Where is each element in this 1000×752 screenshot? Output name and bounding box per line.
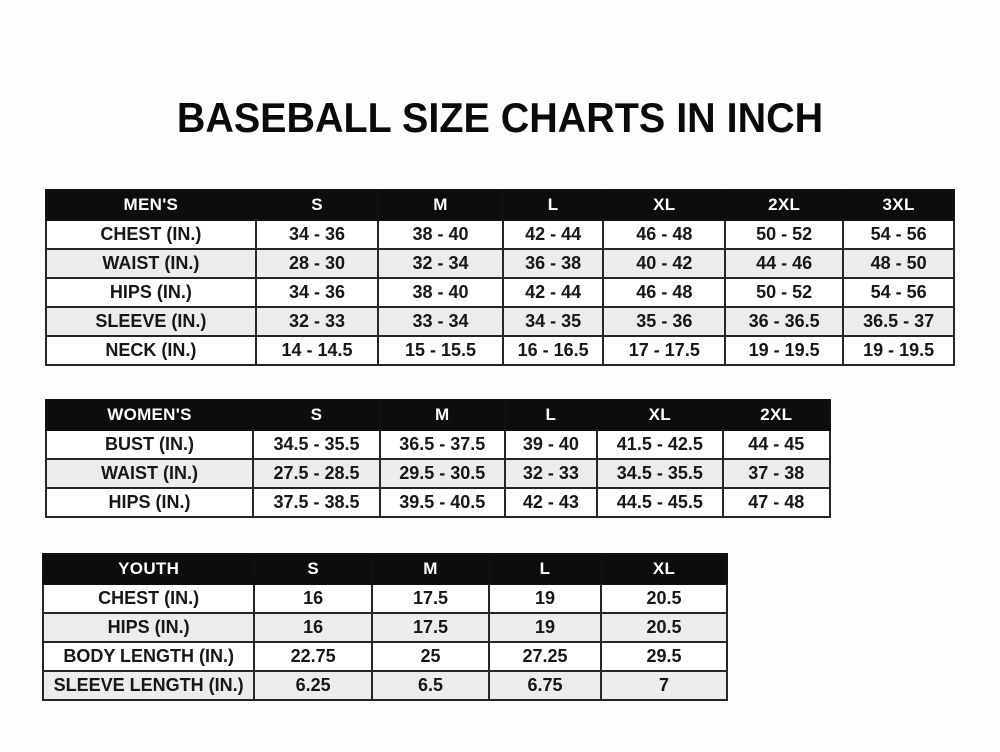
mens-size-table: [45, 189, 955, 366]
size-value-cell: 16 - 16.5: [503, 336, 604, 365]
size-value-cell: 17.5: [372, 584, 489, 613]
measurement-label: CHEST (IN.): [43, 584, 254, 613]
youth-size-table: [42, 553, 728, 701]
womens-size-table: [45, 399, 831, 518]
size-value-cell: 42 - 44: [503, 278, 604, 307]
size-value-cell: 44 - 45: [723, 430, 830, 459]
size-value-cell: 17 - 17.5: [603, 336, 725, 365]
header-row: [46, 190, 954, 220]
size-value-cell: 6.25: [254, 671, 372, 700]
size-column-header: S: [254, 554, 372, 584]
size-value-cell: 19: [489, 584, 601, 613]
size-value-cell: 16: [254, 613, 372, 642]
womens-size-table-section: [45, 399, 831, 518]
table-row: [43, 584, 727, 613]
table-row: [46, 307, 954, 336]
table-row: [46, 278, 954, 307]
size-value-cell: 32 - 33: [505, 459, 598, 488]
womens-table-title: WOMEN'S: [46, 400, 253, 430]
size-column-header: M: [378, 190, 502, 220]
size-value-cell: 44.5 - 45.5: [597, 488, 722, 517]
size-value-cell: 34 - 36: [256, 220, 379, 249]
size-column-header: S: [256, 190, 379, 220]
size-value-cell: 16: [254, 584, 372, 613]
size-value-cell: 50 - 52: [725, 278, 843, 307]
size-value-cell: 34.5 - 35.5: [597, 459, 722, 488]
size-value-cell: 19 - 19.5: [843, 336, 954, 365]
size-column-header: S: [253, 400, 380, 430]
measurement-label: NECK (IN.): [46, 336, 256, 365]
table-row: [43, 642, 727, 671]
table-row: [46, 249, 954, 278]
size-value-cell: 19 - 19.5: [725, 336, 843, 365]
measurement-label: HIPS (IN.): [46, 278, 256, 307]
measurement-label: BODY LENGTH (IN.): [43, 642, 254, 671]
size-value-cell: 27.5 - 28.5: [253, 459, 380, 488]
measurement-label: HIPS (IN.): [43, 613, 254, 642]
size-value-cell: 20.5: [601, 584, 727, 613]
size-value-cell: 41.5 - 42.5: [597, 430, 722, 459]
size-column-header: 2XL: [725, 190, 843, 220]
measurement-label: CHEST (IN.): [46, 220, 256, 249]
table-row: [46, 336, 954, 365]
size-value-cell: 37.5 - 38.5: [253, 488, 380, 517]
size-value-cell: 27.25: [489, 642, 601, 671]
size-value-cell: 34 - 36: [256, 278, 379, 307]
size-value-cell: 22.75: [254, 642, 372, 671]
size-value-cell: 34 - 35: [503, 307, 604, 336]
youth-size-table-section: [42, 553, 728, 701]
size-value-cell: 14 - 14.5: [256, 336, 379, 365]
size-value-cell: 46 - 48: [603, 220, 725, 249]
size-column-header: XL: [603, 190, 725, 220]
measurement-label: BUST (IN.): [46, 430, 253, 459]
size-value-cell: 29.5: [601, 642, 727, 671]
size-value-cell: 36.5 - 37.5: [380, 430, 505, 459]
size-column-header: M: [372, 554, 489, 584]
header-row: [46, 400, 830, 430]
size-value-cell: 54 - 56: [843, 278, 954, 307]
measurement-label: SLEEVE (IN.): [46, 307, 256, 336]
measurement-label: WAIST (IN.): [46, 459, 253, 488]
size-value-cell: 25: [372, 642, 489, 671]
header-row: [43, 554, 727, 584]
size-value-cell: 32 - 33: [256, 307, 379, 336]
size-value-cell: 34.5 - 35.5: [253, 430, 380, 459]
measurement-label: SLEEVE LENGTH (IN.): [43, 671, 254, 700]
size-column-header: 2XL: [723, 400, 830, 430]
size-column-header: M: [380, 400, 505, 430]
size-value-cell: 36 - 38: [503, 249, 604, 278]
size-value-cell: 6.75: [489, 671, 601, 700]
size-value-cell: 44 - 46: [725, 249, 843, 278]
size-value-cell: 35 - 36: [603, 307, 725, 336]
size-value-cell: 20.5: [601, 613, 727, 642]
size-value-cell: 40 - 42: [603, 249, 725, 278]
size-column-header: L: [503, 190, 604, 220]
size-column-header: XL: [601, 554, 727, 584]
table-row: [46, 220, 954, 249]
size-value-cell: 15 - 15.5: [378, 336, 502, 365]
size-column-header: L: [505, 400, 598, 430]
size-value-cell: 29.5 - 30.5: [380, 459, 505, 488]
measurement-label: WAIST (IN.): [46, 249, 256, 278]
size-value-cell: 42 - 44: [503, 220, 604, 249]
size-value-cell: 28 - 30: [256, 249, 379, 278]
size-value-cell: 54 - 56: [843, 220, 954, 249]
size-value-cell: 46 - 48: [603, 278, 725, 307]
size-value-cell: 50 - 52: [725, 220, 843, 249]
size-value-cell: 7: [601, 671, 727, 700]
size-value-cell: 19: [489, 613, 601, 642]
size-column-header: L: [489, 554, 601, 584]
size-column-header: XL: [597, 400, 722, 430]
size-value-cell: 39 - 40: [505, 430, 598, 459]
table-row: [46, 488, 830, 517]
size-value-cell: 48 - 50: [843, 249, 954, 278]
table-row: [46, 459, 830, 488]
size-value-cell: 33 - 34: [378, 307, 502, 336]
size-value-cell: 38 - 40: [378, 278, 502, 307]
size-value-cell: 6.5: [372, 671, 489, 700]
size-value-cell: 42 - 43: [505, 488, 598, 517]
size-value-cell: 38 - 40: [378, 220, 502, 249]
table-row: [46, 430, 830, 459]
table-row: [43, 613, 727, 642]
size-value-cell: 39.5 - 40.5: [380, 488, 505, 517]
size-value-cell: 17.5: [372, 613, 489, 642]
page-title: BASEBALL SIZE CHARTS IN INCH: [176, 94, 824, 142]
youth-table-title: YOUTH: [43, 554, 254, 584]
size-value-cell: 37 - 38: [723, 459, 830, 488]
mens-table-title: MEN'S: [46, 190, 256, 220]
table-row: [43, 671, 727, 700]
size-value-cell: 47 - 48: [723, 488, 830, 517]
mens-size-table-section: [45, 189, 955, 366]
size-value-cell: 32 - 34: [378, 249, 502, 278]
size-value-cell: 36.5 - 37: [843, 307, 954, 336]
size-value-cell: 36 - 36.5: [725, 307, 843, 336]
measurement-label: HIPS (IN.): [46, 488, 253, 517]
size-column-header: 3XL: [843, 190, 954, 220]
